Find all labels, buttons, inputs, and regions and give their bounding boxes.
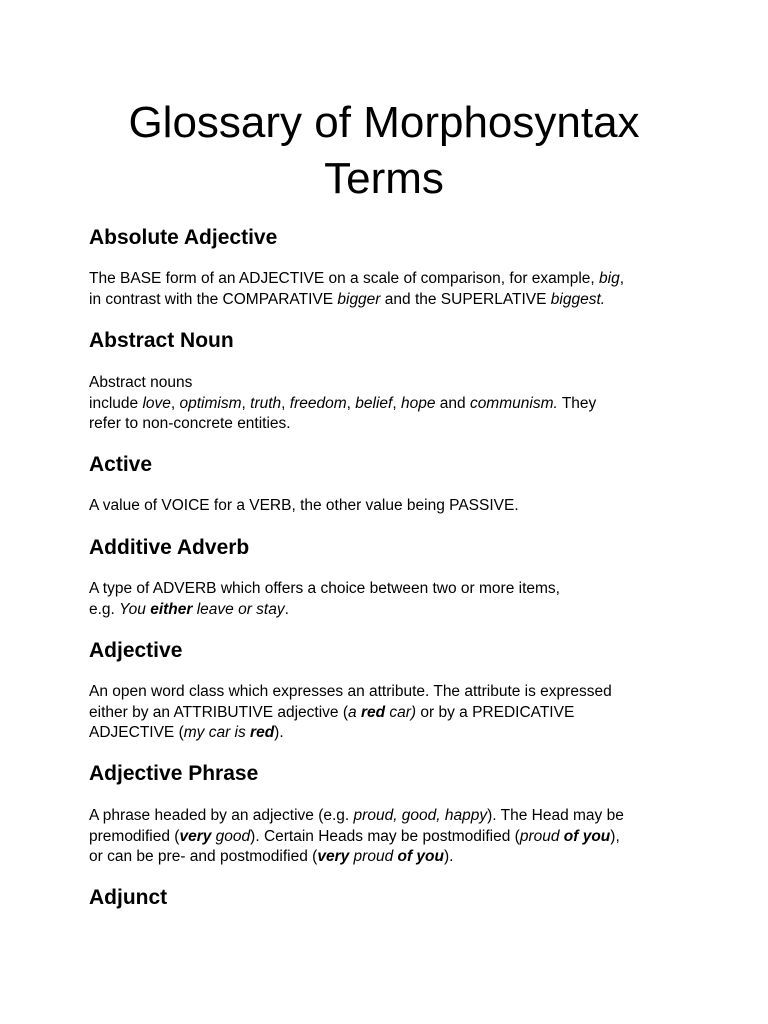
italic-term: bigger xyxy=(337,290,381,308)
italic-term: big xyxy=(599,270,620,287)
title-line-2: Terms xyxy=(324,154,444,203)
text-run: and xyxy=(435,394,470,412)
bold-italic-term: of you xyxy=(563,827,611,845)
italic-term: proud, good, happy xyxy=(353,807,488,824)
italic-term: freedom xyxy=(289,394,347,412)
entry-heading-abstract-noun: Abstract Noun xyxy=(89,329,234,352)
text-run: . xyxy=(284,600,289,618)
entry-body-additive-adverb xyxy=(89,579,689,620)
body-line xyxy=(89,806,689,827)
italic-term: a xyxy=(348,703,361,721)
text-run: , xyxy=(619,270,625,287)
italic-term: car) xyxy=(385,703,417,721)
text-run: , xyxy=(346,394,356,412)
body-line xyxy=(89,394,689,415)
body-line xyxy=(89,290,689,311)
page-title xyxy=(0,95,768,207)
italic-term: proud xyxy=(519,827,564,845)
entry-body-active xyxy=(89,496,689,517)
italic-term: hope xyxy=(400,394,436,412)
italic-term: You xyxy=(119,600,151,618)
entry-heading-absolute-adjective: Absolute Adjective xyxy=(89,226,278,249)
body-line xyxy=(89,723,689,744)
text-run: ). The Head may be xyxy=(487,807,624,824)
italic-term: my car is xyxy=(183,724,251,741)
bold-italic-term: red xyxy=(360,703,386,721)
text-run: , xyxy=(392,394,401,412)
body-line xyxy=(89,269,689,290)
text-run: in contrast with the COMPARATIVE xyxy=(89,290,338,308)
text-run: e.g. xyxy=(89,600,120,618)
entry-heading-adjunct: Adjunct xyxy=(89,886,168,909)
italic-term: good xyxy=(211,827,251,845)
entry-body-absolute-adjective xyxy=(89,269,689,310)
body-line: refer to non-concrete entities. xyxy=(89,415,291,432)
text-run: A phrase headed by an adjective (e.g. xyxy=(89,807,354,824)
entry-body-adjective xyxy=(89,682,689,744)
title-line-1: Glossary of Morphosyntax xyxy=(128,98,640,147)
text-run: and the SUPERLATIVE xyxy=(380,290,551,308)
entry-body-adjective-phrase xyxy=(89,806,689,868)
text-run: either by an ATTRIBUTIVE adjective ( xyxy=(89,703,349,721)
entry-heading-additive-adverb: Additive Adverb xyxy=(89,536,250,559)
body-line: A value of VOICE for a VERB, the other value being PASSIVE. xyxy=(89,497,519,514)
bold-italic-term: either xyxy=(150,600,193,618)
text-run: The BASE form of an ADJECTIVE on a scale of comparison, for example, xyxy=(89,270,600,287)
italic-term: optimism xyxy=(179,394,242,412)
bold-italic-term: very xyxy=(179,827,212,845)
entry-heading-active: Active xyxy=(89,453,153,476)
entry-heading-adjective: Adjective xyxy=(89,639,183,662)
italic-term: leave or stay xyxy=(192,600,285,618)
text-run: ADJECTIVE ( xyxy=(89,724,184,741)
text-run: , xyxy=(241,394,251,412)
entry-body-abstract-noun xyxy=(89,373,689,435)
text-run: ), xyxy=(610,827,620,845)
text-run: include xyxy=(89,394,143,412)
italic-term: communism. xyxy=(469,394,558,412)
italic-term: love xyxy=(142,394,171,412)
italic-term: biggest. xyxy=(550,290,606,308)
text-run: premodified ( xyxy=(89,827,180,845)
bold-italic-term: red xyxy=(250,724,275,741)
body-line: A type of ADVERB which offers a choice between two or more items, xyxy=(89,580,560,597)
entry-heading-adjective-phrase: Adjective Phrase xyxy=(89,762,259,785)
body-line xyxy=(89,703,689,724)
text-run: ). Certain Heads may be postmodified ( xyxy=(250,827,520,845)
text-run: ). xyxy=(274,724,284,741)
body-line: An open word class which expresses an attribute. The attribute is expressed xyxy=(89,683,612,700)
text-run: , xyxy=(170,394,180,412)
text-run: They xyxy=(557,394,597,412)
italic-term: truth xyxy=(250,394,282,412)
text-run: or can be pre- and postmodified ( xyxy=(89,848,318,865)
bold-italic-term: of you xyxy=(397,848,444,865)
body-line: Abstract nouns xyxy=(89,374,193,391)
text-run: or by a PREDICATIVE xyxy=(416,703,575,721)
italic-term: belief xyxy=(355,394,393,412)
body-line xyxy=(89,600,689,621)
body-line xyxy=(89,847,689,868)
italic-term: proud xyxy=(349,848,398,865)
bold-italic-term: very xyxy=(317,848,350,865)
text-run: , xyxy=(281,394,290,412)
body-line xyxy=(89,827,689,848)
text-run: ). xyxy=(444,848,454,865)
